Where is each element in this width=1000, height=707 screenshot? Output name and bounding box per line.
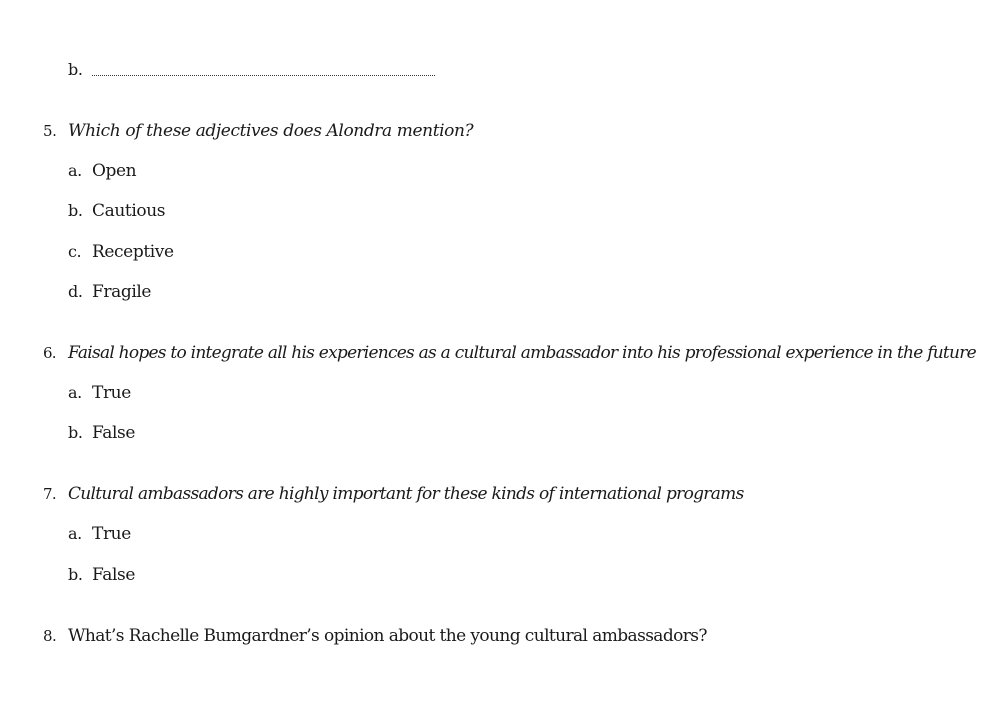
- question-7-option-b[interactable]: [68, 564, 135, 586]
- question-5: [43, 120, 473, 142]
- question-5-option-b[interactable]: [68, 200, 165, 222]
- option-letter: a.: [68, 524, 82, 543]
- option-text: Receptive: [92, 242, 174, 262]
- question-5-option-c[interactable]: [68, 241, 174, 263]
- option-text: False: [92, 423, 135, 443]
- option-text: Fragile: [92, 282, 152, 302]
- option-text: True: [92, 383, 131, 403]
- question-number: 6.: [43, 344, 56, 362]
- question-text: Cultural ambassadors are highly important for these kinds of international programs: [68, 484, 744, 504]
- option-letter: b.: [68, 565, 83, 584]
- option-letter: d.: [68, 282, 83, 301]
- question-6-option-a[interactable]: [68, 382, 131, 404]
- option-text: True: [92, 524, 131, 544]
- question-5-option-a[interactable]: [68, 160, 136, 182]
- question-7: [43, 483, 744, 505]
- option-letter: c.: [68, 242, 82, 261]
- question-number: 7.: [43, 485, 56, 503]
- option-letter: a.: [68, 161, 82, 180]
- question-8: [43, 625, 707, 647]
- option-letter: a.: [68, 383, 82, 402]
- question-7-option-a[interactable]: [68, 523, 131, 545]
- question-text: Faisal hopes to integrate all his experiences as a cultural ambassador into his professional experience in the future: [68, 343, 976, 363]
- question-6-option-b[interactable]: [68, 422, 135, 444]
- option-text: Cautious: [92, 201, 166, 221]
- question-6: [43, 342, 976, 364]
- question-number: 5.: [43, 122, 57, 140]
- answer-line-b: [68, 59, 435, 81]
- option-text: Open: [92, 161, 137, 181]
- question-number: 8.: [43, 627, 57, 645]
- option-letter: b.: [68, 201, 83, 220]
- option-letter: b.: [68, 423, 83, 442]
- question-text: What’s Rachelle Bumgardner’s opinion about the young cultural ambassadors?: [68, 626, 707, 646]
- option-text: False: [92, 565, 135, 585]
- answer-blank-dotted-line[interactable]: [92, 65, 435, 76]
- question-text: Which of these adjectives does Alondra mention?: [68, 121, 474, 141]
- question-5-option-d[interactable]: [68, 281, 151, 303]
- option-letter: b.: [68, 60, 83, 79]
